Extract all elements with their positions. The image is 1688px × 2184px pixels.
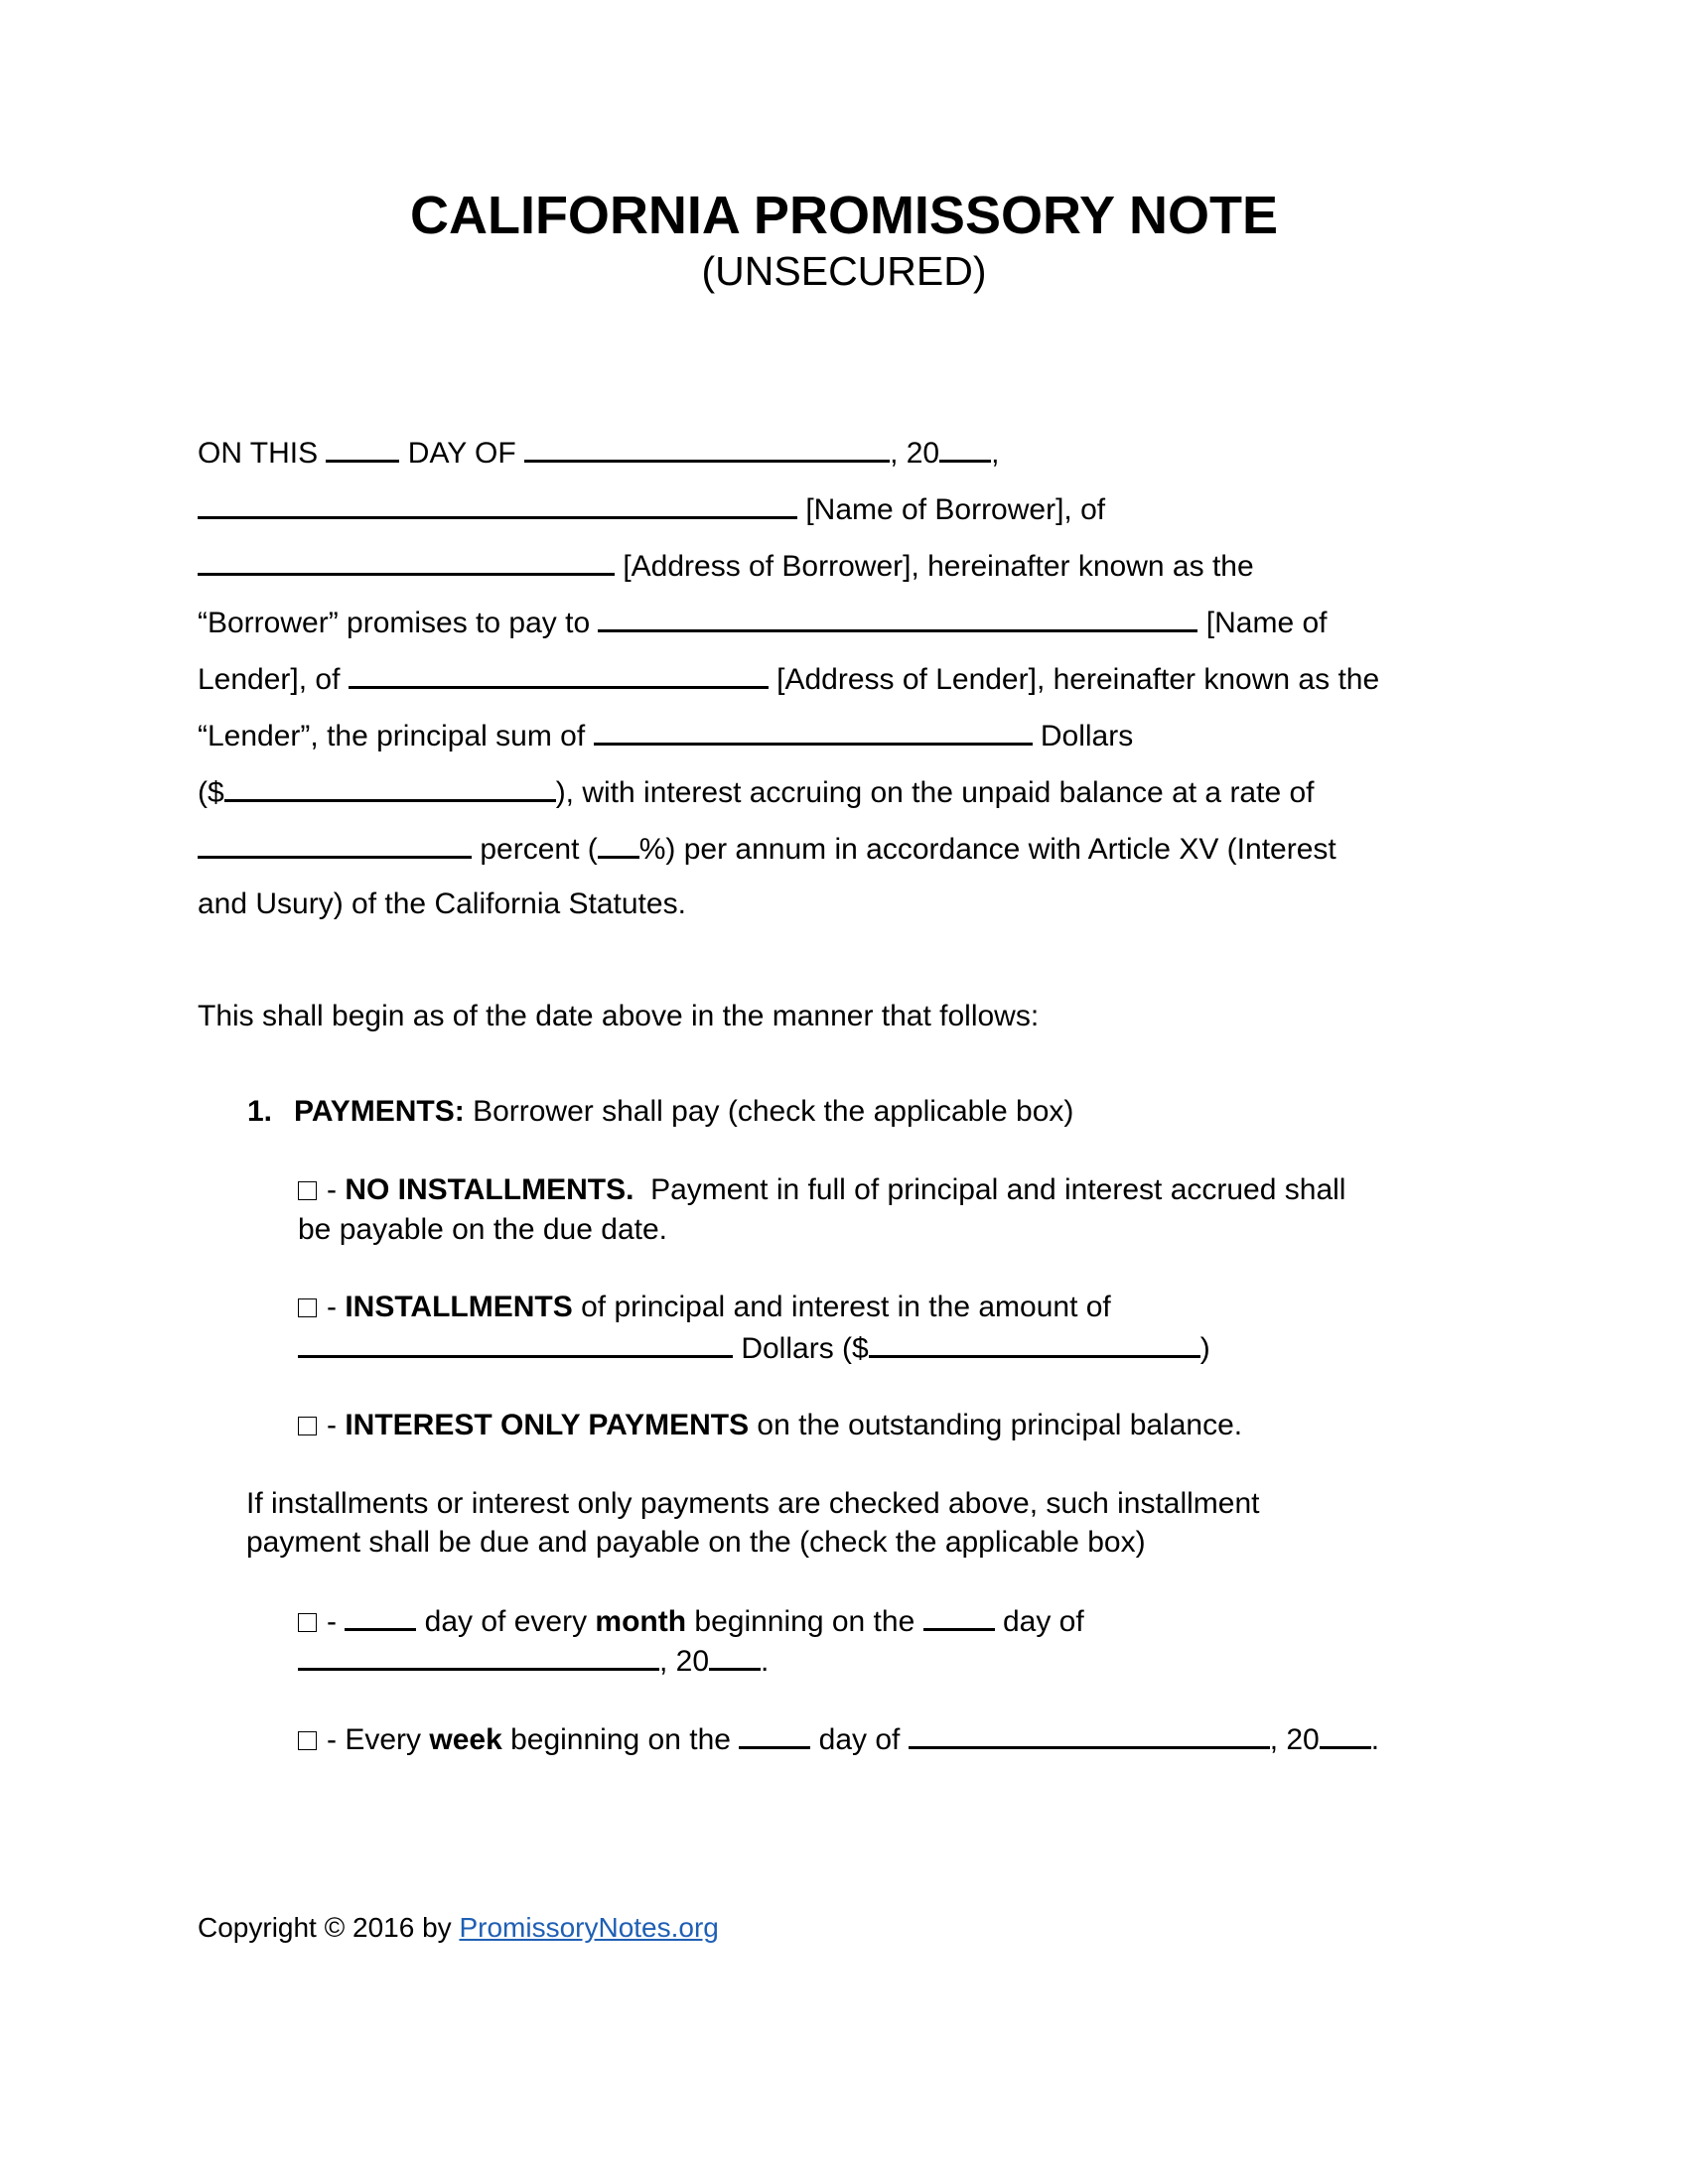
copyright-footer: [198, 1910, 719, 1946]
text: .: [761, 1645, 770, 1678]
weekly-start-month-blank[interactable]: [909, 1720, 1270, 1749]
text: Lender], of: [198, 663, 349, 696]
text: ($: [198, 776, 224, 809]
text: .: [1370, 1723, 1380, 1756]
intro-line-3: [198, 547, 1254, 585]
text: , 20: [1269, 1723, 1320, 1756]
schedule-monthly: [298, 1602, 1084, 1640]
text: %) per annum in accordance with Article XV (Interest: [638, 833, 1336, 866]
text: “Lender”, the principal sum of: [198, 720, 594, 752]
frequency-label: month: [595, 1605, 687, 1638]
text: [Address of Borrower], hereinafter known as the: [615, 550, 1254, 583]
document-title: CALIFORNIA PROMISSORY NOTE: [409, 186, 1279, 245]
schedule-weekly: [298, 1720, 1379, 1758]
option-installments: [298, 1290, 1111, 1325]
monthly-start-day-blank[interactable]: [923, 1602, 995, 1631]
installment-words-blank[interactable]: [298, 1329, 733, 1358]
section-heading: PAYMENTS:: [294, 1095, 465, 1128]
option-interest-only: [298, 1408, 1242, 1443]
intro-line-6: [198, 717, 1133, 754]
checkbox-installments[interactable]: [298, 1298, 317, 1317]
weekly-start-day-blank[interactable]: [739, 1720, 810, 1749]
monthly-start-month-blank[interactable]: [298, 1642, 659, 1671]
text: - Every: [327, 1723, 430, 1756]
rate-words-blank[interactable]: [198, 830, 472, 859]
text: [Name of Borrower], of: [797, 493, 1106, 526]
monthly-start-year-blank[interactable]: [709, 1642, 761, 1671]
text: Payment in full of principal and interest accrued shall: [633, 1173, 1346, 1206]
text: day of every: [416, 1605, 596, 1638]
checkbox-monthly[interactable]: [298, 1613, 317, 1632]
text: ON THIS: [198, 437, 327, 470]
schedule-intro-2: payment shall be due and payable on the (check the applicable box): [246, 1526, 1146, 1559]
document-subtitle: (UNSECURED): [701, 248, 987, 294]
copyright-text: Copyright © 2016 by: [198, 1912, 460, 1943]
schedule-monthly-cont: [298, 1642, 769, 1680]
text: on the outstanding principal balance.: [749, 1409, 1243, 1441]
option-installments-cont: [298, 1329, 1210, 1367]
principal-words-blank[interactable]: [594, 717, 1033, 746]
lender-address-blank[interactable]: [349, 660, 769, 689]
frequency-label: week: [429, 1723, 502, 1756]
principal-amount-blank[interactable]: [224, 773, 556, 802]
text: of principal and interest in the amount of: [572, 1291, 1111, 1323]
text: -: [327, 1173, 346, 1206]
option-label: NO INSTALLMENTS.: [345, 1173, 634, 1206]
monthly-day-blank[interactable]: [345, 1602, 416, 1631]
section-number: 1.: [247, 1095, 273, 1128]
checkbox-no-installments[interactable]: [298, 1181, 317, 1200]
option-label: INTEREST ONLY PAYMENTS: [345, 1409, 750, 1441]
intro-line-8: [198, 830, 1336, 868]
text: -: [327, 1409, 346, 1441]
text: -: [327, 1291, 346, 1323]
text: Dollars ($: [733, 1332, 869, 1365]
text: , 20: [659, 1645, 710, 1678]
intro-line-5: [198, 660, 1379, 698]
text: beginning on the: [686, 1605, 923, 1638]
borrower-name-blank[interactable]: [198, 490, 797, 519]
day-blank[interactable]: [326, 434, 399, 463]
text: ): [1199, 1332, 1210, 1365]
promissorynotes-link[interactable]: PromissoryNotes.org: [459, 1912, 719, 1943]
text: [Name of: [1197, 607, 1328, 639]
text: beginning on the: [501, 1723, 740, 1756]
text: day of: [994, 1605, 1084, 1638]
checkbox-interest-only[interactable]: [298, 1417, 317, 1435]
lender-name-blank[interactable]: [598, 604, 1197, 632]
text: [Address of Lender], hereinafter known as the: [768, 663, 1380, 696]
installment-amount-blank[interactable]: [869, 1329, 1200, 1358]
weekly-start-year-blank[interactable]: [1320, 1720, 1371, 1749]
text: DAY OF: [399, 437, 525, 470]
text: day of: [810, 1723, 909, 1756]
text: ,: [991, 437, 1000, 470]
text: and Usury) of the California Statutes.: [198, 887, 686, 920]
payments-heading: [247, 1094, 1073, 1130]
text: percent (: [472, 833, 598, 866]
intro-line-4: [198, 604, 1328, 641]
rate-percent-blank[interactable]: [598, 830, 639, 859]
borrower-address-blank[interactable]: [198, 547, 615, 576]
intro-line-9: [198, 887, 686, 922]
begin-text: This shall begin as of the date above in the manner that follows:: [198, 1000, 1040, 1032]
schedule-intro-1: If installments or interest only payments are checked above, such installment: [246, 1487, 1260, 1520]
text: Borrower shall pay (check the applicable box): [464, 1095, 1074, 1128]
text: ), with interest accruing on the unpaid balance at a rate of: [555, 776, 1315, 809]
option-label: INSTALLMENTS: [345, 1291, 573, 1323]
option-no-installments: [298, 1172, 1345, 1208]
text: “Borrower” promises to pay to: [198, 607, 599, 639]
intro-line-2: [198, 490, 1105, 528]
checkbox-weekly[interactable]: [298, 1731, 317, 1750]
year-blank[interactable]: [939, 434, 991, 463]
intro-line-1: [198, 434, 999, 472]
option-no-installments-cont: be payable on the due date.: [298, 1213, 667, 1246]
intro-line-7: [198, 773, 1315, 811]
text: Dollars: [1032, 720, 1134, 752]
text: , 20: [890, 437, 940, 470]
month-blank[interactable]: [524, 434, 890, 463]
text: -: [327, 1605, 346, 1638]
